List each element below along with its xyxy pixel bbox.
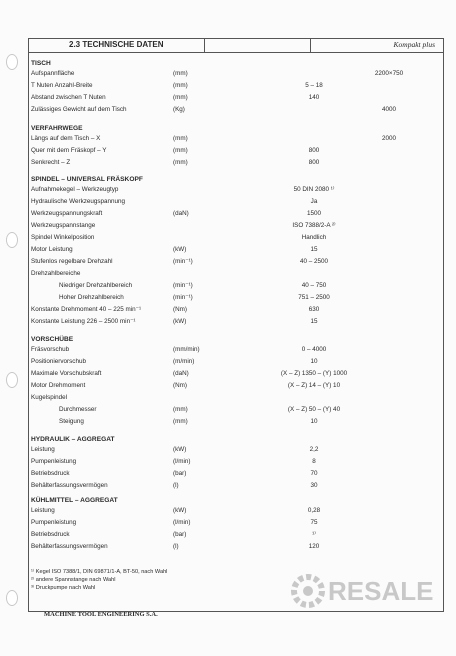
table-row [29, 305, 443, 315]
row-unit: (kW) [173, 507, 187, 514]
row-label: Quer mit dem Fräskopf – Y [31, 147, 107, 154]
table-row [29, 518, 443, 528]
row-unit: (Nm) [173, 382, 187, 389]
row-label: Werkzeugspannungskraft [31, 210, 103, 217]
row-label: Pumpenleistung [31, 458, 77, 465]
row-value: 70 [310, 470, 318, 477]
table-row [29, 345, 443, 355]
punch-hole [6, 590, 18, 606]
row-value: 751 – 2500 [298, 294, 330, 301]
table-row [29, 257, 443, 267]
row-label: Leistung [31, 507, 55, 514]
table-row [29, 457, 443, 467]
row-value: 15 [310, 246, 318, 253]
table-row [29, 381, 443, 391]
row-unit: (min⁻¹) [173, 282, 193, 289]
row-label: Aufnahmekegel – Werkzeugtyp [31, 186, 119, 193]
table-row [29, 209, 443, 219]
row-label: T Nuten Anzahl-Breite [31, 82, 93, 89]
row-unit: (min⁻¹) [173, 258, 193, 265]
row-value: 120 [308, 543, 320, 550]
table-row [29, 542, 443, 552]
table-row [29, 393, 443, 403]
row-label: Positioniervorschub [31, 358, 86, 365]
section-title-kuehlmittel: KÜHLMITTEL – AGGREGAT [31, 497, 118, 504]
table-row [29, 417, 443, 427]
row-unit: (mm) [173, 82, 188, 89]
row-value: 30 [310, 482, 318, 489]
row-label: Fräsvorschub [31, 346, 70, 353]
row-value: 2,2 [309, 446, 319, 453]
table-row [29, 293, 443, 303]
row-label: Zulässiges Gewicht auf dem Tisch [31, 106, 127, 113]
row-label: Behälterfassungsvermögen [31, 543, 108, 550]
section-title-verfahrwege: VERFAHRWEGE [31, 125, 83, 132]
section-title-tisch: TISCH [31, 60, 51, 67]
row-label: Betriebsdruck [31, 531, 70, 538]
row-unit: (Nm) [173, 306, 187, 313]
row-value: 50 DIN 2080 ¹⁾ [293, 186, 335, 193]
row-label: Längs auf dem Tisch – X [31, 135, 101, 142]
row-value: (X – Z) 1350 – (Y) 1000 [280, 370, 348, 377]
row-label: Maximale Vorschubskraft [31, 370, 102, 377]
watermark-text: RESALE [328, 576, 434, 606]
row-unit: (mm) [173, 147, 188, 154]
row-value: 2000 [381, 135, 396, 142]
row-unit: (Kg) [173, 106, 185, 113]
row-unit: (mm) [173, 70, 188, 77]
row-value: ISO 7388/2-A ²⁾ [292, 222, 336, 229]
row-value: 800 [308, 159, 320, 166]
row-unit: (l/min) [173, 458, 191, 465]
resale-watermark [288, 571, 448, 611]
punch-hole [6, 54, 18, 70]
footnote: ²⁾ andere Spannstange nach Wahl [31, 577, 116, 583]
table-row [29, 158, 443, 168]
table-row [29, 233, 443, 243]
section-title-hydraulik: HYDRAULIK – AGGREGAT [31, 436, 115, 443]
table-row [29, 221, 443, 231]
row-unit: (m/min) [173, 358, 195, 365]
row-label: Motor Leistung [31, 246, 73, 253]
table-row [29, 134, 443, 144]
table-row [29, 269, 443, 279]
table-row [29, 481, 443, 491]
row-unit: (daN) [173, 370, 189, 377]
row-label: Steigung [59, 418, 84, 425]
row-label: Senkrecht – Z [31, 159, 71, 166]
row-unit: (bar) [173, 470, 187, 477]
row-unit: (mm) [173, 406, 188, 413]
row-value: ¹⁾ [312, 531, 316, 538]
table-row [29, 469, 443, 479]
table-row [29, 245, 443, 255]
row-value: (X – Z) 50 – (Y) 40 [287, 406, 341, 413]
table-row [29, 357, 443, 367]
section-title-vorschuebe: VORSCHÜBE [31, 336, 74, 343]
table-row [29, 369, 443, 379]
table-row [29, 445, 443, 455]
row-value: 10 [310, 418, 318, 425]
footnote: ³⁾ Druckpumpe nach Wahl [31, 585, 96, 591]
table-header [29, 39, 443, 53]
row-label: Niedriger Drehzahlbereich [59, 282, 133, 289]
row-value: Ja [310, 198, 318, 205]
row-value: 4000 [381, 106, 396, 113]
row-label: Pumpenleistung [31, 519, 77, 526]
punch-hole [6, 232, 18, 248]
row-label: Drehzahlbereiche [31, 270, 81, 277]
row-value: 0,28 [307, 507, 321, 514]
row-value: 5 – 18 [305, 82, 323, 89]
spec-table [28, 38, 444, 612]
row-label: Abstand zwischen T Nuten [31, 94, 106, 101]
row-label: Konstante Drehmoment 40 – 225 min⁻¹ [31, 306, 142, 313]
page-title: 2.3 TECHNISCHE DATEN [69, 40, 164, 49]
row-label: Konstante Leistung 226 – 2500 min⁻¹ [31, 318, 136, 325]
row-label: Motor Drehmoment [31, 382, 86, 389]
row-unit: (mm) [173, 159, 188, 166]
row-value: 40 – 750 [301, 282, 327, 289]
section-title-spindel: SPINDEL – UNIVERSAL FRÄSKOPF [31, 176, 143, 183]
row-value: 75 [310, 519, 318, 526]
row-value: 2200×750 [374, 70, 404, 77]
row-label: Hoher Drehzahlbereich [59, 294, 124, 301]
footnote: ¹⁾ Kegel ISO 7388/1, DIN 69871/1-A, BT-50, nach Wahl [31, 569, 168, 575]
table-row [29, 81, 443, 91]
company-footer: MACHINE TOOL ENGINEERING S.A. [44, 611, 158, 618]
row-unit: (l) [173, 482, 179, 489]
table-row [29, 506, 443, 516]
row-value: 8 [312, 458, 316, 465]
row-unit: (mm/min) [173, 346, 200, 353]
table-row [29, 317, 443, 327]
row-label: Aufspannfläche [31, 70, 75, 77]
table-row [29, 69, 443, 79]
row-value: 800 [308, 147, 320, 154]
row-label: Betriebsdruck [31, 470, 70, 477]
row-label: Stufenlos regelbare Drehzahl [31, 258, 113, 265]
table-row [29, 105, 443, 115]
table-row [29, 146, 443, 156]
row-label: Werkzeugspannstange [31, 222, 96, 229]
row-unit: (bar) [173, 531, 187, 538]
row-value: 0 – 4000 [301, 346, 327, 353]
row-unit: (daN) [173, 210, 189, 217]
row-unit: (kW) [173, 446, 187, 453]
row-unit: (mm) [173, 135, 188, 142]
table-row [29, 405, 443, 415]
row-unit: (min⁻¹) [173, 294, 193, 301]
row-unit: (kW) [173, 246, 187, 253]
row-value: 15 [310, 318, 318, 325]
row-value: 40 – 2500 [299, 258, 328, 265]
punch-hole [6, 372, 18, 388]
table-row [29, 530, 443, 540]
table-row [29, 93, 443, 103]
row-unit: (mm) [173, 418, 188, 425]
row-label: Durchmesser [59, 406, 97, 413]
row-value: 630 [308, 306, 320, 313]
row-label: Behälterfassungsvermögen [31, 482, 108, 489]
row-label: Kugelspindel [31, 394, 68, 401]
row-value: Handlich [301, 234, 327, 241]
brand-label: Kompakt plus [393, 40, 435, 49]
row-unit: (l) [173, 543, 179, 550]
row-value: 140 [308, 94, 320, 101]
row-label: Hydraulische Werkzeugspannung [31, 198, 126, 205]
row-unit: (l/min) [173, 519, 191, 526]
table-row [29, 197, 443, 207]
row-value: 1500 [306, 210, 321, 217]
table-row [29, 281, 443, 291]
row-value: (X – Z) 14 – (Y) 10 [287, 382, 341, 389]
row-unit: (mm) [173, 94, 188, 101]
row-unit: (kW) [173, 318, 187, 325]
table-row [29, 185, 443, 195]
row-label: Leistung [31, 446, 55, 453]
row-value: 10 [310, 358, 318, 365]
row-label: Spindel Winkelposition [31, 234, 95, 241]
